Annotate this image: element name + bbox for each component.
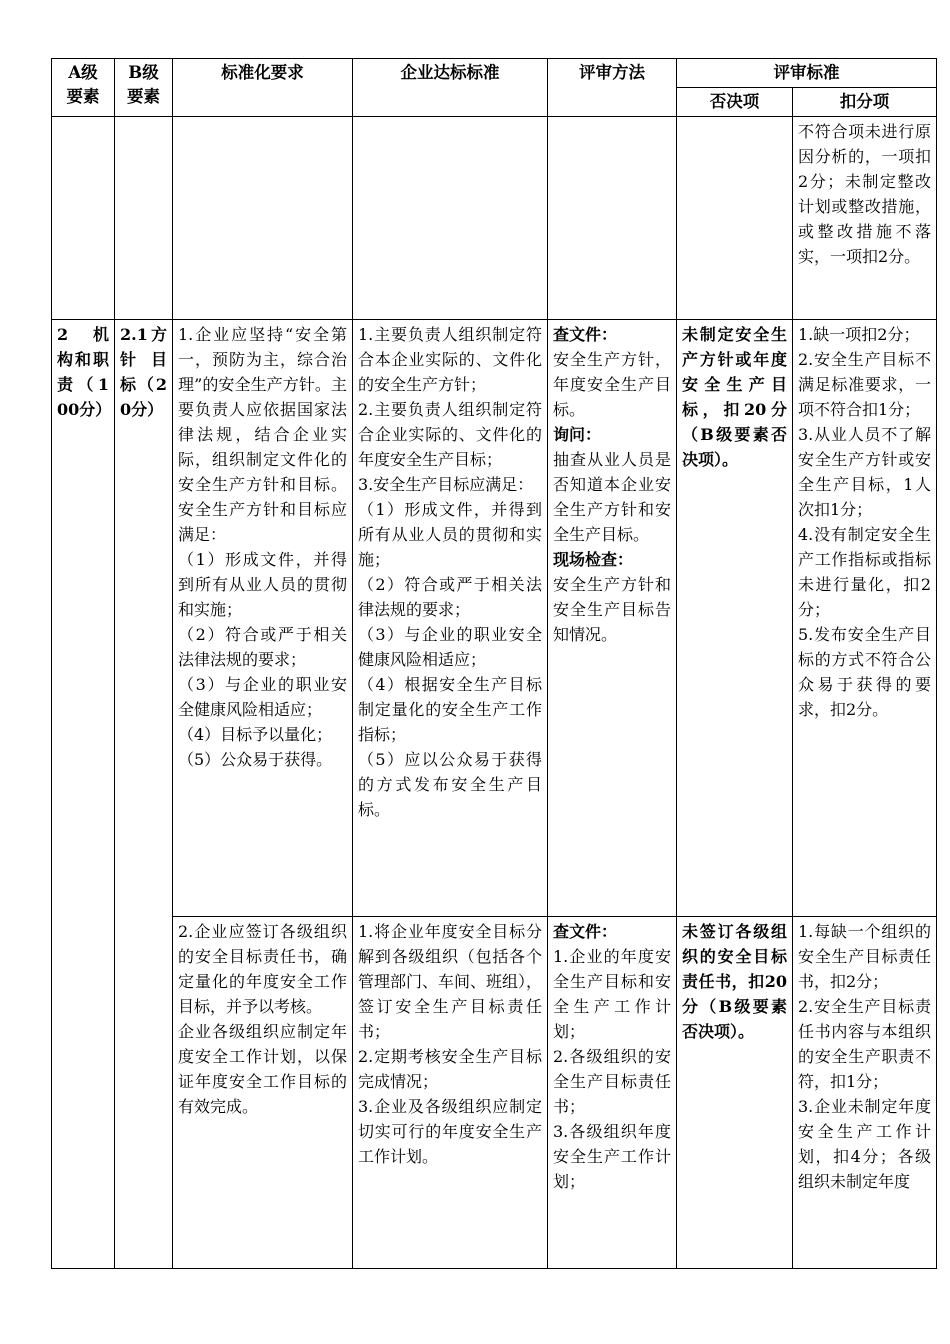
text-line: （2）符合或严于相关法律法规的要求； (178, 625, 347, 669)
method-label: 查文件： (553, 325, 618, 344)
cell-empty (548, 117, 677, 320)
table-row-continued (52, 117, 937, 320)
text-line: 3.从业人员不了解安全生产方针或安全生产目标，1人次扣1分； (798, 425, 931, 519)
cell-b-level: 2.1方针目标（20分） (115, 320, 173, 1269)
cell-empty (115, 117, 173, 320)
text-line: 5.发布安全生产目标的方式不符合公众易于获得的要求，扣2分。 (798, 625, 931, 719)
text-line: （4）目标予以量化； (178, 725, 333, 744)
cell-veto: 未签订各级组织的安全目标责任书，扣20分（B级要素否决项）。 (677, 917, 793, 1269)
text-line: （2）符合或严于相关法律法规的要求； (358, 575, 542, 619)
cell-deduction (793, 917, 937, 1269)
header-veto: 否决项 (677, 88, 793, 117)
text-line: 1.每缺一个组织的安全生产目标责任书，扣2分； (798, 922, 931, 991)
text-line: 1.主要负责人组织制定符合本企业实际的、文件化的安全生产方针； (358, 325, 542, 394)
header-deduction: 扣分项 (793, 88, 937, 117)
method-text: 抽查从业人员是否知道本企业安全生产方针和安全生产目标。 (553, 450, 671, 544)
cell-standard-requirement (173, 320, 353, 917)
text-line: 2.安全生产目标不满足标准要求，一项不符合扣1分； (798, 350, 931, 419)
text-line: 2.定期考核安全生产目标完成情况； (358, 1047, 542, 1091)
header-row-1 (52, 59, 937, 88)
text-line: （3）与企业的职业安全健康风险相适应； (178, 675, 347, 719)
cell-review-method (548, 917, 677, 1269)
table-row-responsibility (52, 917, 937, 1269)
header-a-level-line1: A级 (68, 63, 98, 82)
table-row-policy-goals (52, 320, 937, 917)
header-b-level-line2: 要素 (127, 87, 160, 106)
text-line: （1）形成文件，并得到所有从业人员的贯彻和实施； (178, 550, 347, 619)
header-a-level-line2: 要素 (66, 87, 100, 106)
text-line: （5）公众易于获得。 (178, 750, 333, 769)
cell-empty (52, 117, 115, 320)
text-line: 3.安全生产目标应满足： (358, 475, 534, 494)
cell-deduction (793, 320, 937, 917)
cell-deduction-continued: 不符合项未进行原因分析的，一项扣2分；未制定整改计划或整改措施，或整改措施不落实，一项扣2分。 (793, 117, 937, 320)
cell-review-method (548, 320, 677, 917)
evaluation-table (51, 58, 937, 1269)
header-review-method: 评审方法 (548, 59, 677, 117)
cell-empty (353, 117, 548, 320)
text-line: 3.企业未制定年度安全生产工作计划，扣4分；各级组织未制定年度 (798, 1097, 931, 1191)
text-line: 2.安全生产目标责任书内容与本组织的安全生产职责不符，扣1分； (798, 997, 931, 1091)
method-label: 现场检查： (553, 550, 634, 569)
header-b-level-line1: B级 (128, 63, 159, 82)
header-standard-requirement: 标准化要求 (173, 59, 353, 117)
text-line: 1.缺一项扣2分； (798, 325, 920, 344)
text-line: 1.企业应坚持“安全第一，预防为主，综合治理”的安全生产方针。主要负责人应依据国家法律法规，结合企业实际，组织制定文件化的安全生产方针和目标。安全生产方针和目标应满足： (178, 325, 347, 544)
method-label: 查文件： (553, 922, 618, 941)
text-line: 2.企业应签订各级组织的安全目标责任书，确定量化的年度安全工作目标，并予以考核。 (178, 922, 347, 1016)
method-text: 3.各级组织年度安全生产工作计划； (553, 1122, 671, 1191)
cell-enterprise-standard (353, 917, 548, 1269)
text-line: 4.没有制定安全生产工作指标或指标未进行量化，扣2分； (798, 525, 931, 619)
cell-standard-requirement (173, 917, 353, 1269)
method-text: 安全生产方针和安全生产目标告知情况。 (553, 575, 671, 644)
cell-empty (677, 117, 793, 320)
text-line: 1.将企业年度安全目标分解到各级组织（包括各个管理部门、车间、班组），签订安全生产目标责任书； (358, 922, 543, 1041)
text-line: （4）根据安全生产目标制定量化的安全生产工作指标； (358, 675, 542, 744)
text-line: 企业各级组织应制定年度安全工作计划，以保证年度安全工作目标的有效完成。 (178, 1022, 347, 1116)
method-text: 1.企业的年度安全生产目标和安全生产工作计划； (553, 947, 671, 1041)
text-line: 3.企业及各级组织应制定切实可行的年度安全生产工作计划。 (358, 1097, 542, 1166)
header-a-level (52, 59, 115, 117)
text-line: 2.主要负责人组织制定符合企业实际的、文件化的年度安全生产目标； (358, 400, 542, 469)
text-line: （1）形成文件，并得到所有从业人员的贯彻和实施； (358, 500, 542, 569)
method-text: 安全生产方针，年度安全生产目标。 (553, 350, 671, 419)
header-b-level (115, 59, 173, 117)
cell-a-level: 2 机构和职责（100分） (52, 320, 115, 1269)
text-line: （3）与企业的职业安全健康风险相适应； (358, 625, 542, 669)
text-line: （5）应以公众易于获得的方式发布安全生产目标。 (358, 750, 542, 819)
header-review-standard: 评审标准 (677, 59, 937, 88)
header-enterprise-standard: 企业达标标准 (353, 59, 548, 117)
method-text: 2.各级组织的安全生产目标责任书； (553, 1047, 671, 1116)
cell-empty (173, 117, 353, 320)
cell-veto: 未制定安全生产方针或年度安全生产目标，扣20分（B级要素否决项）。 (677, 320, 793, 917)
method-label: 询问： (553, 425, 602, 444)
cell-enterprise-standard (353, 320, 548, 917)
